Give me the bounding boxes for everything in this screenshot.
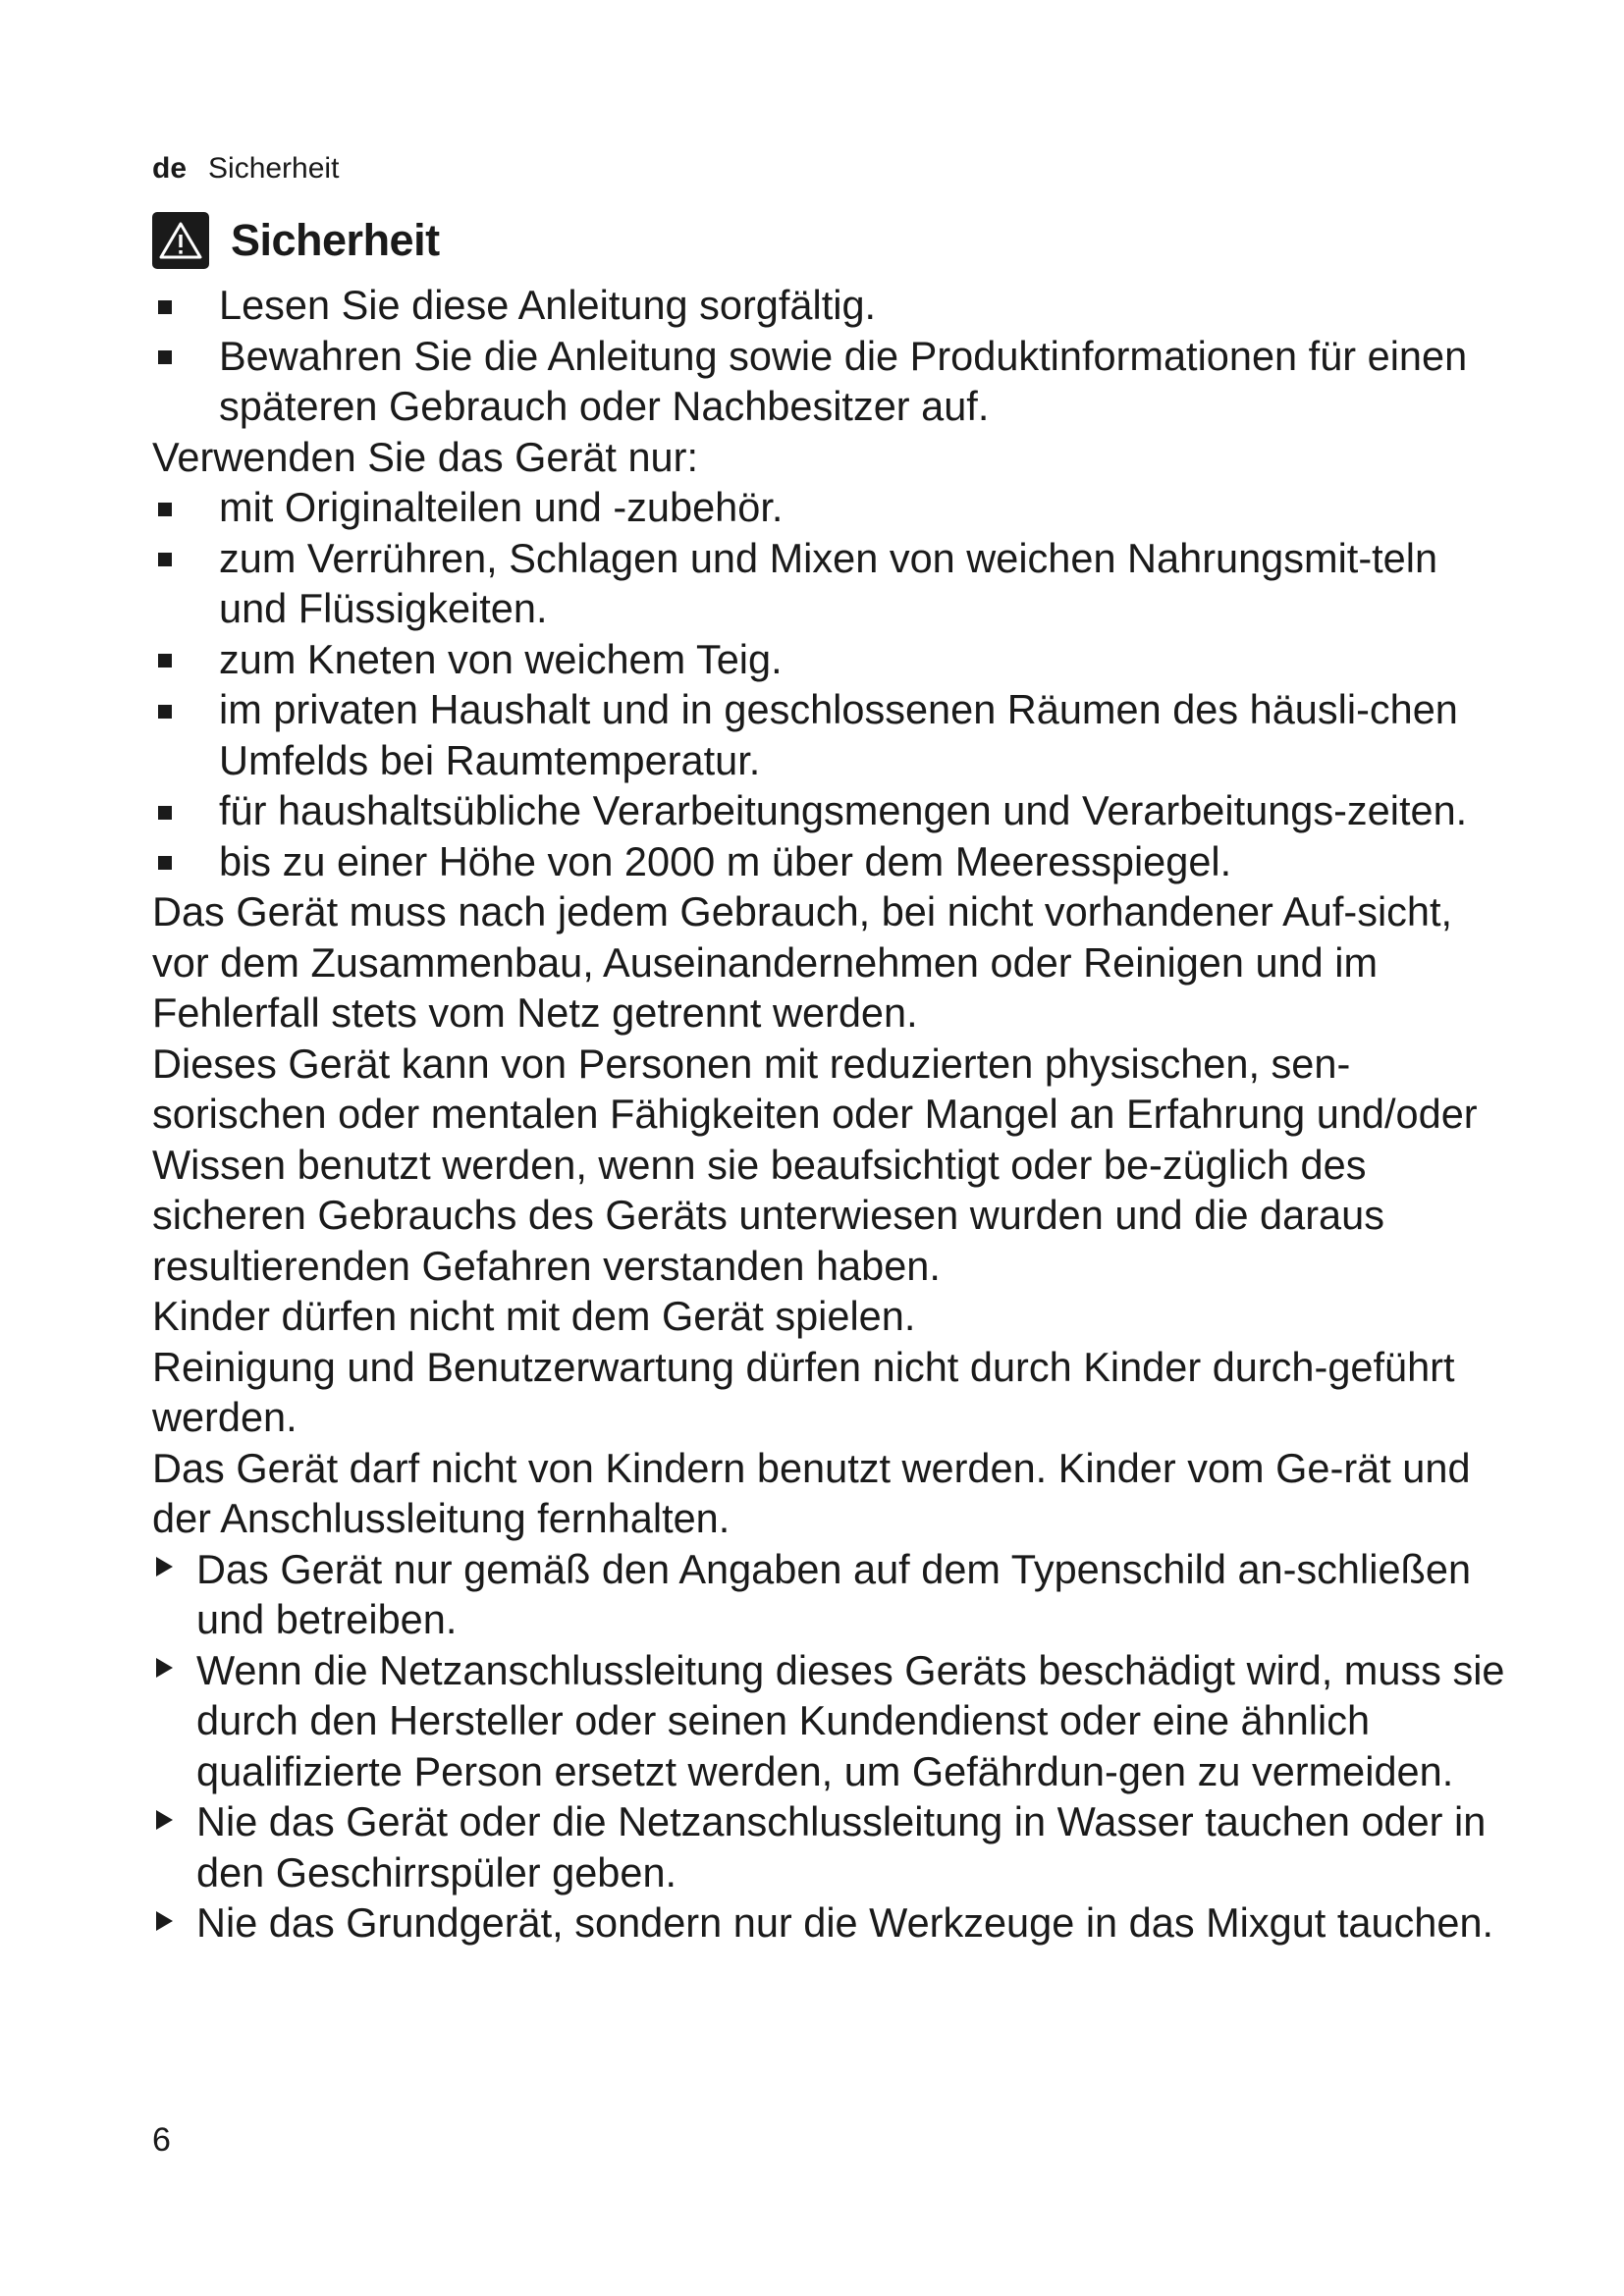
square-bullet-icon <box>152 331 172 382</box>
square-bullet-icon <box>152 533 172 584</box>
instruction-item <box>152 1897 1507 1949</box>
arrow-bullet-icon <box>152 1544 173 1595</box>
paragraph: Das Gerät muss nach jedem Gebrauch, bei nicht vorhandener Auf-sicht, vor dem Zusammenbau, Auseinandernehmen oder Reinigen und im Fehlerfall stets vom Netz getrennt werden. <box>152 888 1453 1036</box>
instruction-item <box>152 1544 1507 1645</box>
warning-triangle-icon <box>152 212 209 269</box>
section-title: Sicherheit <box>231 215 440 265</box>
item-text: bis zu einer Höhe von 2000 m über dem Meeresspiegel. <box>219 837 1232 884</box>
paragraph: Dieses Gerät kann von Personen mit reduzierten physischen, sen-sorischen oder mentalen Fähigkeiten oder Mangel an Erfahrung und/oder Wissen benutzt werden, wenn sie beaufsichtigt oder be-züglich des sicheren Gebrauchs des Geräts unterwiesen wurden und die daraus resultierenden Gefahren verstanden haben. <box>152 1040 1478 1289</box>
page-number: 6 <box>152 2121 171 2159</box>
bullet-item <box>152 280 1507 331</box>
arrow-bullet-icon <box>152 1796 173 1847</box>
item-text: für haushaltsübliche Verarbeitungsmengen und Verarbeitungs-zeiten. <box>219 787 1468 833</box>
paragraph: Kinder dürfen nicht mit dem Gerät spielen. <box>152 1293 916 1339</box>
bullet-item <box>152 785 1507 836</box>
section-heading <box>152 211 440 270</box>
square-bullet-icon <box>152 634 172 685</box>
safety-text-body <box>152 280 1507 1949</box>
bullet-item <box>152 331 1507 432</box>
instruction-item <box>152 1645 1507 1797</box>
item-text: Nie das Gerät oder die Netzanschlussleitung in Wasser tauchen oder in den Geschirrspüler geben. <box>196 1798 1487 1896</box>
paragraph: Das Gerät darf nicht von Kindern benutzt werden. Kinder vom Ge-rät und der Anschlussleitung fernhalten. <box>152 1444 1471 1541</box>
square-bullet-icon <box>152 482 172 533</box>
square-bullet-icon <box>152 836 172 887</box>
item-text: Das Gerät nur gemäß den Angaben auf dem Typenschild an-schließen und betreiben. <box>196 1545 1472 1642</box>
arrow-bullet-icon <box>152 1645 173 1696</box>
bullet-item <box>152 634 1507 685</box>
bullet-item <box>152 482 1507 533</box>
item-text: im privaten Haushalt und in geschlossenen Räumen des häusli-chen Umfelds bei Raumtemperatur. <box>219 686 1458 783</box>
square-bullet-icon <box>152 684 172 735</box>
paragraph: Verwenden Sie das Gerät nur: <box>152 433 698 480</box>
bullet-item <box>152 684 1507 785</box>
bullet-item <box>152 533 1507 634</box>
running-header <box>152 149 339 188</box>
language-code: de <box>152 152 188 185</box>
square-bullet-icon <box>152 785 172 836</box>
item-text: Nie das Grundgerät, sondern nur die Werkzeuge in das Mixgut tauchen. <box>196 1899 1494 1946</box>
item-text: Lesen Sie diese Anleitung sorgfältig. <box>219 282 877 328</box>
item-text: mit Originalteilen und -zubehör. <box>219 484 784 530</box>
bullet-item <box>152 836 1507 887</box>
running-section-title: Sicherheit <box>208 152 340 185</box>
instruction-item <box>152 1796 1507 1897</box>
item-text: zum Verrühren, Schlagen und Mixen von weichen Nahrungsmit-teln und Flüssigkeiten. <box>219 534 1438 631</box>
square-bullet-icon <box>152 280 172 331</box>
item-text: zum Kneten von weichem Teig. <box>219 635 783 682</box>
item-text: Wenn die Netzanschlussleitung dieses Geräts beschädigt wird, muss sie durch den Hersteller oder seinen Kundendienst oder eine ähnlich qualifizierte Person ersetzt werden, um Gefährdun-gen zu vermeiden. <box>196 1646 1505 1794</box>
arrow-bullet-icon <box>152 1897 173 1949</box>
item-text: Bewahren Sie die Anleitung sowie die Produktinformationen für einen späteren Gebrauch oder Nachbesitzer auf. <box>219 332 1468 429</box>
paragraph: Reinigung und Benutzerwartung dürfen nicht durch Kinder durch-geführt werden. <box>152 1343 1455 1440</box>
